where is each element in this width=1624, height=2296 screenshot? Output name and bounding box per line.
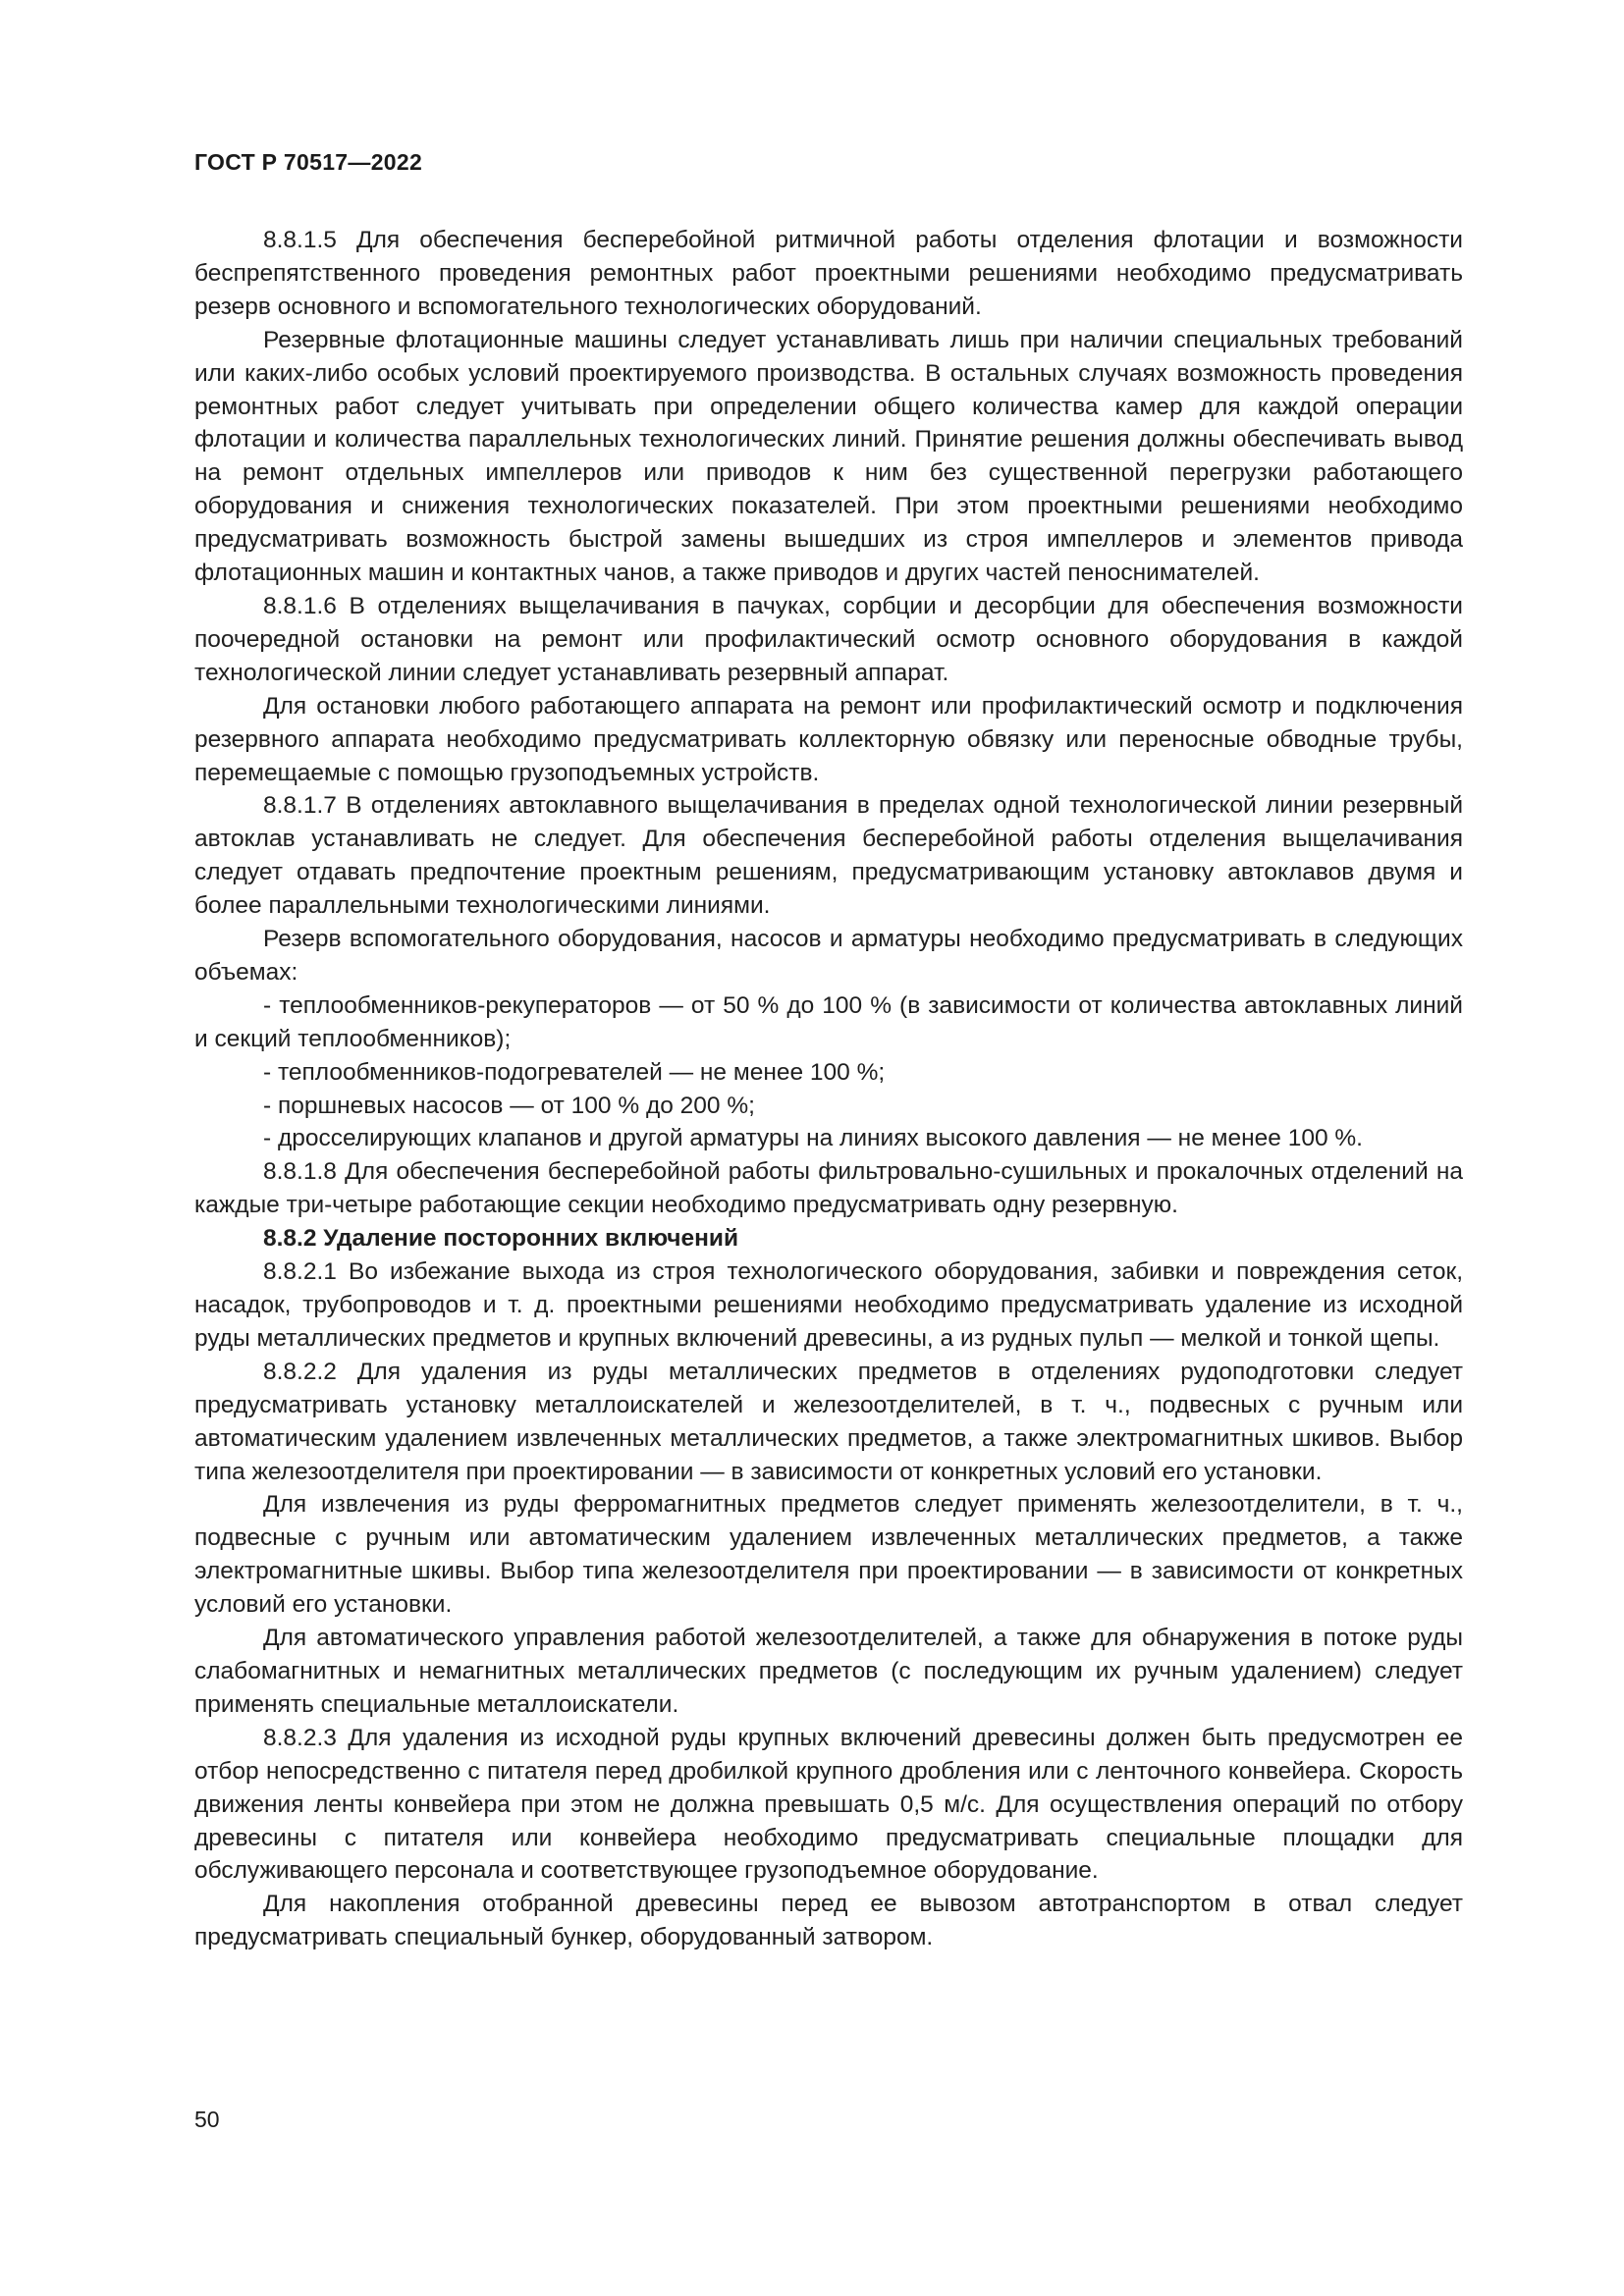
paragraph-apparatus-stop: Для остановки любого работающего аппарата на ремонт или профилактический осмотр и подключения резервного аппарата необходимо предусматривать коллекторную обвязку или переносные обводные трубы, перемещаемые с помощью грузоподъемных устройств. — [194, 692, 1463, 786]
paragraph-8-8-1-5: 8.8.1.5 Для обеспечения бесперебойной ритмичной работы отделения флотации и возможности беспрепятственного проведения ремонтных работ проектными решениями необходимо предусматривать резерв основного и вспомогательного технологических оборудований. — [194, 227, 1463, 320]
paragraph-8-8-1-8: 8.8.1.8 Для обеспечения бесперебойной работы фильтровально-сушильных и прокалочных отделений на каждые три-четыре работающие секции необходимо предусматривать одну резервную. — [194, 1158, 1463, 1219]
document-code-header: ГОСТ Р 70517—2022 — [194, 149, 423, 175]
paragraph-8-8-1-6: 8.8.1.6 В отделениях выщелачивания в пачуках, сорбции и десорбции для обеспечения возможности поочередной остановки на ремонт или профилактический осмотр основного оборудования в каждой технологической линии следует устанавливать резервный аппарат. — [194, 592, 1463, 686]
paragraph-wood-bunker: Для накопления отобранной древесины перед ее вывозом автотранспортом в отвал следует предусматривать специальный бункер, оборудованный затвором. — [194, 1891, 1463, 1951]
paragraph-8-8-2-1: 8.8.2.1 Во избежание выхода из строя технологического оборудования, забивки и повреждения сеток, насадок, трубопроводов и т. д. проектными решениями необходимо предусматривать удаление из исходной руды металлических предметов и крупных включений древесины, а из рудных пульп — мелкой и тонкой щепы. — [194, 1258, 1463, 1352]
paragraph-ferromagnetic: Для извлечения из руды ферромагнитных предметов следует применять железоотделители, в т. ч., подвесные с ручным или автоматическим удалением извлеченных металлических предметов, а также электромагнитные шкивы. Выбор типа железоотделителя при проектировании — в зависимости от конкретных условий его установки. — [194, 1491, 1463, 1619]
paragraph-reserve-flotation: Резервные флотационные машины следует устанавливать лишь при наличии специальных требований или каких-либо особых условий проектируемого производства. В остальных случаях возможность проведения ремонтных работ следует учитывать при определении общего количества камер для каждой операции флотации и количества параллельных технологических линий. Принятие решения должны обеспечивать вывод на ремонт отдельных импеллеров или приводов к ним без существенной перегрузки работающего оборудования и снижения технологических показателей. При этом проектными решениями необходимо предусматривать возможность быстрой замены вышедших из строя импеллеров и элементов привода флотационных машин и контактных чанов, а также приводов и других частей пеноснимателей. — [194, 326, 1463, 587]
list-item: - поршневых насосов — от 100 % до 200 %; — [263, 1092, 755, 1119]
section-heading-8-8-2: 8.8.2 Удаление посторонних включений — [263, 1225, 739, 1253]
paragraph-8-8-1-7: 8.8.1.7 В отделениях автоклавного выщелачивания в пределах одной технологической линии резервный автоклав устанавливать не следует. Для обеспечения бесперебойной работы отделения выщелачивания следует отдавать предпочтение проектным решениям, предусматривающим установку автоклавов двумя и более параллельными технологическими линиями. — [194, 792, 1463, 920]
page-number: 50 — [194, 2107, 220, 2132]
paragraph-metal-detectors: Для автоматического управления работой железоотделителей, а также для обнаружения в потоке руды слабомагнитных и немагнитных металлических предметов (с последующим их ручным удалением) следует применять специальные металлоискатели. — [194, 1625, 1463, 1718]
paragraph-8-8-2-2: 8.8.2.2 Для удаления из руды металлических предметов в отделениях рудоподготовки следует предусматривать установку металлоискателей и железоотделителей, в т. ч., подвесных с ручным или автоматическим удалением извлеченных металлических предметов, а также электромагнитных шкивов. Выбор типа железоотделителя при проектировании — в зависимости от конкретных условий его установки. — [194, 1358, 1463, 1485]
list-item: - теплообменников-подогревателей — не менее 100 %; — [263, 1058, 886, 1086]
paragraph-8-8-2-3: 8.8.2.3 Для удаления из исходной руды крупных включений древесины должен быть предусмотрен ее отбор непосредственно с питателя перед дробилкой крупного дробления или с ленточного конвейера. Скорость движения ленты конвейера при этом не должна превышать 0,5 м/с. Для осуществления операций по отбору древесины с питателя или конвейера необходимо предусматривать специальные площадки для обслуживающего персонала и соответствующее грузоподъемное оборудование. — [194, 1724, 1463, 1885]
paragraph-auxiliary-reserve: Резерв вспомогательного оборудования, насосов и арматуры необходимо предусматривать в следующих объемах: — [194, 926, 1463, 986]
document-body — [194, 224, 1463, 1954]
list-item: - теплообменников-рекуператоров — от 50 % до 100 % (в зависимости от количества автоклавных линий и секций теплообменников); — [194, 991, 1463, 1052]
list-item: - дросселирующих клапанов и другой арматуры на линиях высокого давления — не менее 100 %. — [263, 1125, 1363, 1152]
